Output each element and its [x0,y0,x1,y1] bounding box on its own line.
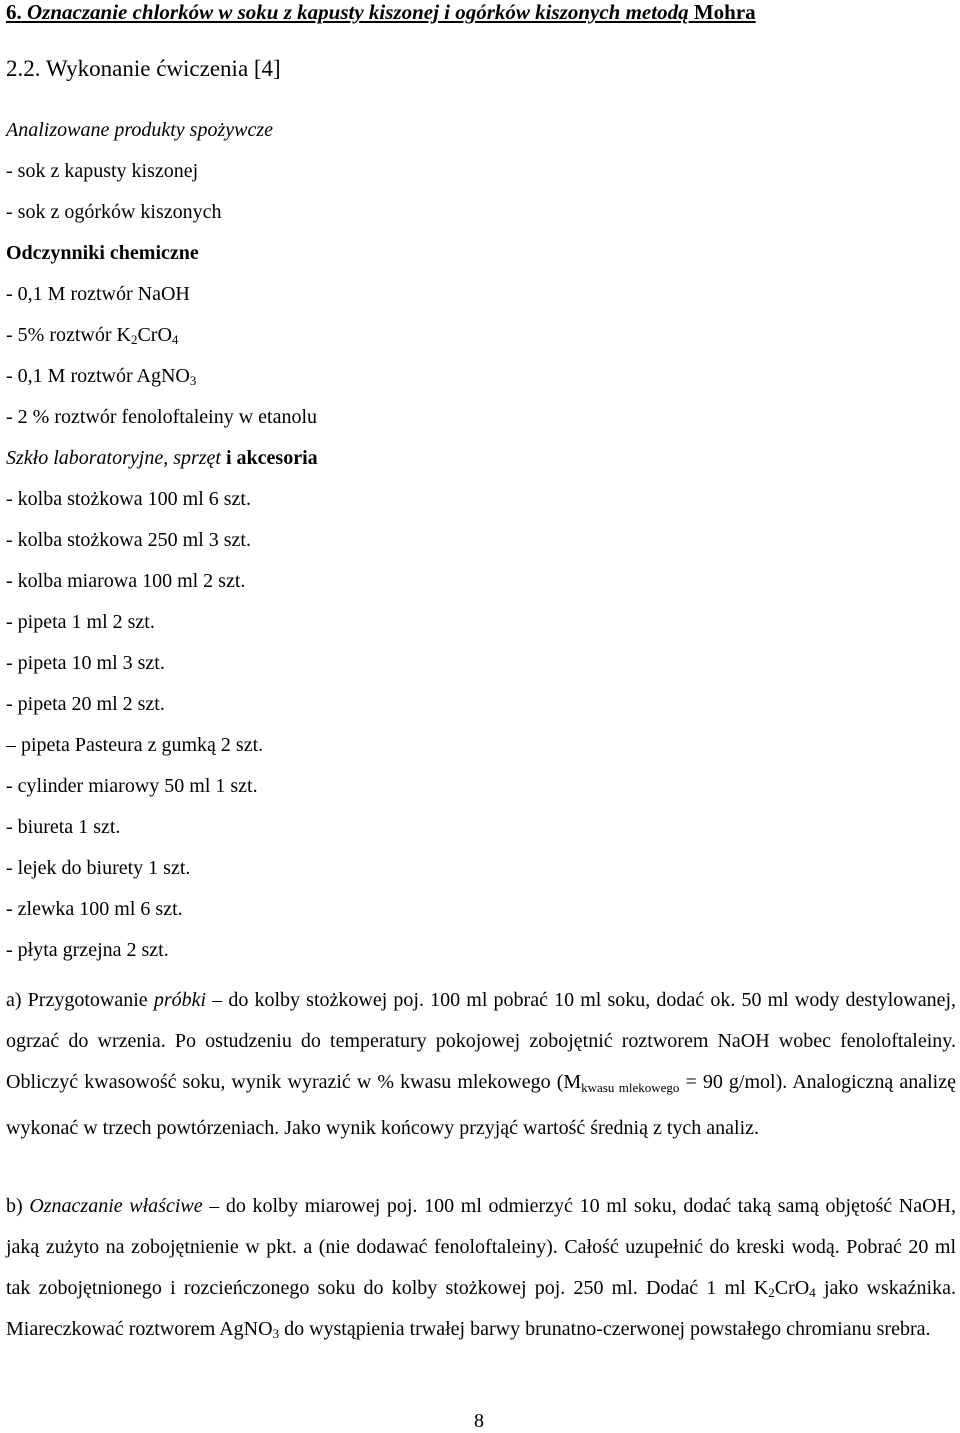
paragraph-b: b) Oznaczanie właściwe – do kolby miarowej poj. 100 ml odmierzyć 10 ml soku, dodać taką samą objętość NaOH, jaką zużyto na zobojętnienie w pkt. a (nie dodawać fenoloftaleiny). Całość uzupełnić do kreski wodą. Pobrać 20 ml tak zobojętnionego i rozcieńczonego soku do kolby stożkowej poj. 250 ml. Dodać 1 ml $K_2CrO_4$ jako wskaźnika. Miareczkować roztworem AgNO$_3$ do wystąpienia trwałej barwy brunatno-czerwonej powstałego chromianu srebra. [6,1195,956,1341]
reagent-item: - 0,1 M roztwór NaOH [6,283,190,305]
page-number: 8 [474,1410,484,1432]
products-heading: Analizowane produkty spożywcze [6,119,274,141]
glass-item: - pipeta 20 ml 2 szt. [6,693,165,715]
glass-item: – pipeta Pasteura z gumką 2 szt. [6,734,264,756]
section-title: 2.2. Wykonanie ćwiczenia [4] [6,56,281,81]
glass-item: - lejek do biurety 1 szt. [6,857,191,879]
header-title-rest: Mohra [693,0,756,24]
reagent-item: - 0,1 M roztwór AgNO$_3$ [6,365,197,388]
glass-item: - cylinder miarowy 50 ml 1 szt. [6,775,258,797]
header-number: 6. [6,0,22,24]
glass-item: - płyta grzejna 2 szt. [6,939,169,961]
product-item: - sok z ogórków kiszonych [6,201,222,223]
reagent-item: - 5% roztwór $K_2CrO_4$ [6,324,179,347]
glass-item: - pipeta 1 ml 2 szt. [6,611,155,633]
paragraph-a: a) Przygotowanie próbki – do kolby stożkowej poj. 100 ml pobrać 10 ml soku, dodać ok. 50 ml wody destylowanej, ogrzać do wrzenia. Po ostudzeniu do temperatury pokojowej zobojętnić roztworem NaOH wobec fenoloftaleiny. Obliczyć kwasowość soku, wynik wyrazić w % kwasu mlekowego ($M_{kwasu mlekowego} = 90$ g/mol). Analogiczną analizę wykonać w trzech powtórzeniach. Jako wynik końcowy przyjąć wartość średnią z tych analiz. [6,989,957,1139]
glass-item: - kolba miarowa 100 ml 2 szt. [6,570,246,592]
glass-item: - kolba stożkowa 100 ml 6 szt. [6,488,251,510]
glass-item: - pipeta 10 ml 3 szt. [6,652,165,674]
glass-item: - biureta 1 szt. [6,816,121,838]
page-header [6,0,756,24]
reagents-heading: Odczynniki chemiczne [6,242,199,264]
glass-heading: Szkło laboratoryjne, sprzęt i akcesoria [6,447,318,469]
reagent-item: - 2 % roztwór fenoloftaleiny w etanolu [6,406,318,428]
header-title: Oznaczanie chlorków w soku z kapusty kiszonej i ogórków kiszonych metodą [27,0,689,24]
product-item: - sok z kapusty kiszonej [6,160,199,182]
glass-item: - zlewka 100 ml 6 szt. [6,898,183,920]
glass-item: - kolba stożkowa 250 ml 3 szt. [6,529,251,551]
